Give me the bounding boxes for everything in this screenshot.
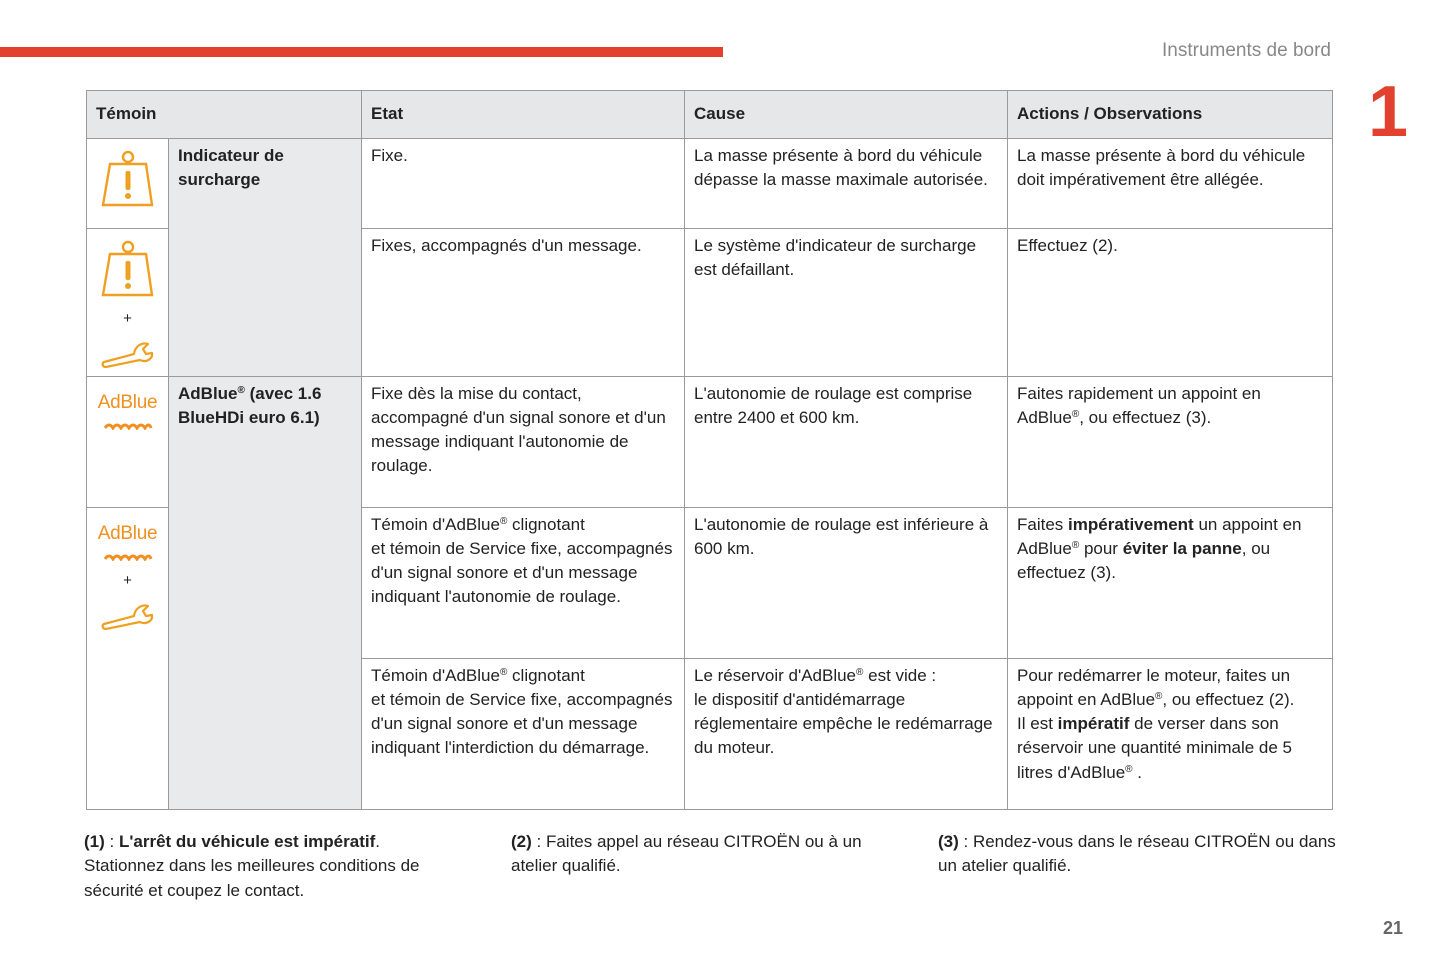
- etat-cell: [362, 229, 685, 377]
- icon-cell: [87, 229, 169, 377]
- adblue-icon: [98, 524, 157, 568]
- icon-cell: [87, 376, 169, 507]
- text-segment: ®: [499, 515, 508, 527]
- icon-cell: [87, 139, 169, 229]
- text-segment: : Faites appel au réseau CITROËN ou à un atelier qualifié.: [511, 832, 862, 876]
- cause-cell: [685, 658, 1008, 809]
- icon-cell: [87, 507, 169, 809]
- etat-cell: [362, 658, 685, 809]
- text-segment: L'arrêt du véhicule est impératif: [118, 832, 376, 851]
- text-segment: clignotant: [507, 514, 585, 534]
- text-segment: , ou effectuez (2).: [1162, 689, 1295, 709]
- text-segment: , ou effectuez (3).: [1079, 407, 1212, 427]
- chapter-number: 1: [1368, 72, 1409, 152]
- col-header-etat: Etat: [362, 91, 685, 139]
- text-segment: Témoin d'AdBlue: [371, 514, 500, 534]
- text-segment: La masse présente à bord du véhicule dépasse la masse maximale autorisée.: [694, 146, 988, 190]
- adblue-label: AdBlue: [97, 391, 158, 413]
- text-segment: Stationnez dans les meilleures conditions de sécurité et coupez le contact.: [84, 856, 420, 900]
- text-segment: Le réservoir d'AdBlue: [694, 665, 857, 685]
- col-header-temoin: Témoin: [87, 91, 362, 139]
- actions-cell: [1008, 229, 1333, 377]
- cause-cell: [685, 376, 1008, 507]
- section-title: Instruments de bord: [1162, 40, 1331, 61]
- wrench-icon: [100, 600, 156, 637]
- group-overload: Indicateur de surcharge: [169, 139, 362, 377]
- text-segment: (3): [938, 832, 959, 851]
- page-number: 21: [1382, 918, 1403, 938]
- text-segment: : Rendez-vous dans le réseau CITROËN ou dans un atelier qualifié.: [938, 832, 1336, 876]
- text-segment: pour: [1079, 538, 1123, 558]
- overload-weight-icon: [98, 284, 158, 303]
- cause-cell: [685, 507, 1008, 658]
- text-segment: Fixes, accompagnés d'un message.: [371, 236, 642, 255]
- text-segment: ®: [1071, 539, 1080, 551]
- accent-bar: [0, 47, 723, 57]
- text-segment: impératif: [1057, 714, 1130, 734]
- text-segment: .: [375, 832, 380, 851]
- text-segment: :: [104, 832, 119, 851]
- text-segment: éviter la panne: [1122, 538, 1242, 558]
- text-segment: AdBlue: [178, 383, 238, 403]
- text-segment: Effectuez (2).: [1017, 236, 1118, 255]
- actions-cell: [1008, 507, 1333, 658]
- text-segment: clignotant: [507, 665, 585, 685]
- adblue-label: AdBlue: [97, 522, 158, 544]
- text-segment: Il est: [1017, 714, 1058, 734]
- etat-cell: [362, 507, 685, 658]
- text-segment: et témoin de Service fixe, accompagnés d'un signal sonore et d'un message indiquant l'interdiction du démarrage.: [371, 689, 673, 758]
- text-segment: La masse présente à bord du véhicule doit impérativement être allégée.: [1017, 146, 1306, 190]
- footnote-3: [938, 830, 1338, 879]
- text-segment: (2): [511, 832, 532, 851]
- overload-weight-icon: [98, 194, 158, 213]
- text-segment: Pour redémarrer le moteur, faites un appoint en AdBlue: [1017, 665, 1291, 709]
- text-segment: un appoint en AdBlue: [1017, 514, 1302, 558]
- plus-sign: +: [123, 310, 132, 328]
- table-row: [87, 376, 1333, 507]
- plus-sign: +: [123, 571, 132, 589]
- footnote-1: [84, 830, 474, 903]
- text-segment: est vide :: [863, 665, 937, 685]
- etat-cell: [362, 139, 685, 229]
- text-segment: le dispositif d'antidémarrage réglementaire empêche le redémarrage du moteur.: [694, 689, 993, 758]
- text-segment: Fixe dès la mise du contact, accompagné d'un signal sonore et d'un message indiquant l'autonomie de roulage.: [371, 383, 666, 476]
- wrench-icon: [100, 338, 156, 375]
- text-segment: .: [1132, 762, 1142, 782]
- warning-lights-table: [86, 90, 1333, 810]
- text-segment: ®: [237, 384, 245, 396]
- col-header-actions: Actions / Observations: [1008, 91, 1333, 139]
- text-segment: Faites rapidement un appoint en AdBlue: [1017, 383, 1261, 427]
- text-segment: (avec 1.6 BlueHDi euro 6.1): [178, 383, 322, 427]
- actions-cell: [1008, 658, 1333, 809]
- text-segment: ®: [1125, 763, 1133, 775]
- text-segment: Le système d'indicateur de surcharge est défaillant.: [694, 236, 977, 280]
- actions-cell: [1008, 376, 1333, 507]
- text-segment: de verser dans son réservoir une quantité minimale de 5 litres d'AdBlue: [1017, 714, 1292, 782]
- table-header-row: [87, 91, 1333, 139]
- text-segment: ®: [856, 666, 864, 678]
- cause-cell: [685, 229, 1008, 377]
- text-segment: (1): [84, 832, 105, 851]
- cause-cell: [685, 139, 1008, 229]
- actions-cell: [1008, 139, 1333, 229]
- text-segment: Témoin d'AdBlue: [371, 665, 500, 685]
- text-segment: ®: [1155, 690, 1163, 702]
- text-segment: L'autonomie de roulage est comprise entre 2400 et 600 km.: [694, 383, 973, 427]
- text-segment: Fixe.: [371, 146, 408, 165]
- etat-cell: [362, 376, 685, 507]
- text-segment: ®: [1071, 408, 1080, 420]
- text-segment: , ou effectuez (3).: [1017, 538, 1271, 583]
- text-segment: impérativement: [1068, 514, 1194, 534]
- text-segment: Faites: [1017, 514, 1069, 534]
- text-segment: ®: [499, 666, 508, 678]
- table-row: [87, 139, 1333, 229]
- text-segment: L'autonomie de roulage est inférieure à 600 km.: [694, 514, 989, 558]
- adblue-icon: [98, 393, 157, 437]
- col-header-cause: Cause: [685, 91, 1008, 139]
- text-segment: et témoin de Service fixe, accompagnés d'un signal sonore et d'un message indiquant l'autonomie de roulage.: [371, 538, 673, 607]
- footnote-2: [511, 830, 911, 879]
- group-adblue: [169, 376, 362, 809]
